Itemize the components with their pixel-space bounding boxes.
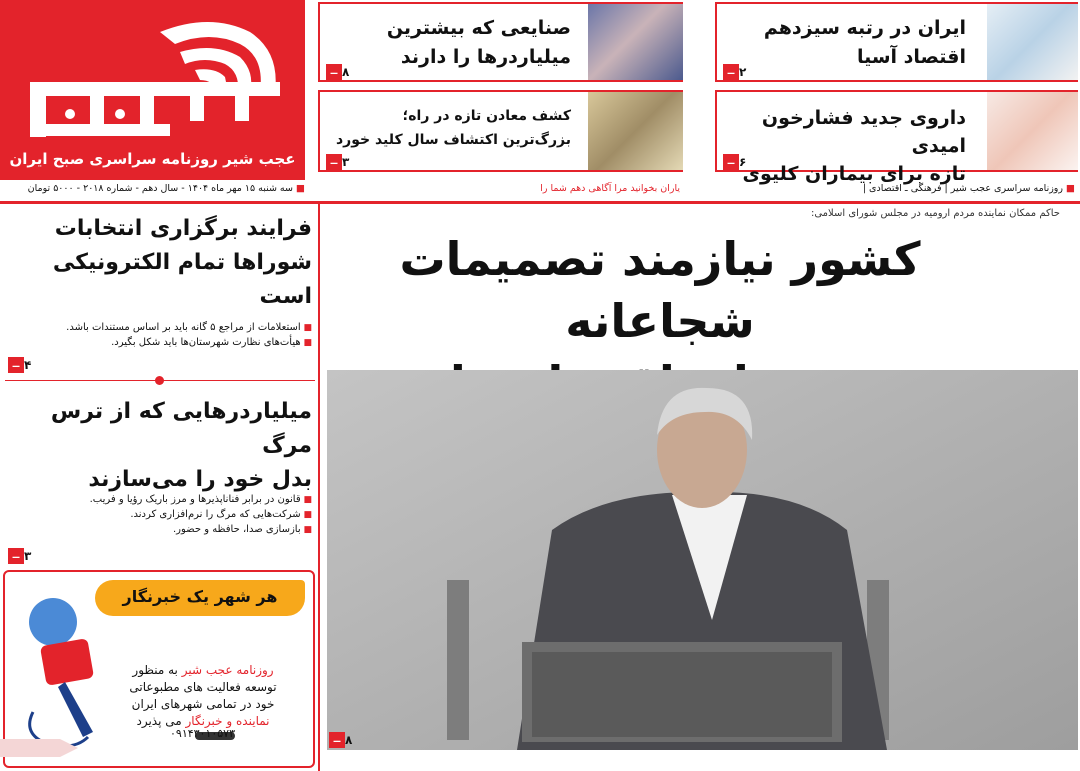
ad-body: روزنامه عجب شیر به منظور توسعه فعالیت های مطبوعاتی خود در تمامی شهرهای ایران نماینده و خبرنگار می پذیرد [129, 663, 277, 728]
slogan: یاران بخوانید مرا آگاهی دهم شما را [540, 183, 680, 194]
speaker-photo-icon [327, 370, 1078, 750]
page-badge: ــ ۶ [723, 154, 750, 170]
issue-info: ■ سه شنبه ۱۵ مهر ماه ۱۴۰۴ - سال دهم - شماره ۲۰۱۸ - ۵۰۰۰ تومان [27, 183, 305, 194]
page-badge: ــ ۴ [8, 357, 35, 373]
bullet-item: ■ استعلامات از مراجع ۵ گانه باید بر اساس مستندات باشد. [12, 322, 312, 333]
teaser-photo [987, 92, 1078, 170]
teaser-headline: میلیاردرها را دارند [400, 46, 571, 68]
masthead-subtitle: عجب شیر روزنامه سراسری صبح ایران [9, 150, 296, 168]
teaser-headline: بزرگ‌ترین اکتشاف سال کلید خورد [335, 132, 571, 148]
teaser-headline: اقتصاد آسیا [856, 46, 966, 68]
teaser-headline: ایران در رتبه سیزدهم [763, 17, 966, 39]
teaser-iran-asia-economy[interactable] [715, 2, 1078, 82]
bullet-item: ■ هیأت‌های نظارت شهرستان‌ها باید شکل بگیرد. [12, 337, 312, 348]
teaser-new-mines[interactable] [318, 90, 683, 172]
divider [0, 201, 1080, 204]
page-badge: ــ ۲ [723, 64, 750, 80]
page-badge: ــ ۳ [326, 154, 353, 170]
page-badge: ــ ۸ [329, 732, 356, 748]
side-story-headline[interactable]: میلیاردرهایی که از ترس مرگ بدل خود را می‌سازند [50, 399, 312, 492]
paper-description: ■ روزنامه سراسری عجب شیر | فرهنگی ـ اقتصادی | [862, 183, 1075, 194]
bullet-item: ■ بازسازی صدا، حافظه و حضور. [12, 524, 312, 535]
page-badge: ــ ۸ [326, 64, 353, 80]
column-divider [318, 204, 320, 771]
main-headline[interactable]: کشور نیازمند تصمیمات شجاعانه [399, 232, 921, 348]
side-story-bullets [12, 318, 312, 352]
teaser-headline: کشف معادن تازه در راه؛ [402, 108, 571, 124]
ad-banner-text: هر شهر یک خبرنگار [122, 587, 278, 606]
main-kicker: حاکم ممکان نماینده مردم ارومیه در مجلس شورای اسلامی: [810, 208, 1060, 219]
watermark-shape [0, 733, 90, 763]
page-badge: ــ ۳ [8, 548, 35, 564]
divider-dot [155, 376, 164, 385]
teaser-photo [588, 4, 683, 80]
lion-logo-icon [10, 12, 295, 147]
side-story-headline[interactable]: فرایند برگزاری انتخابات شوراها تمام الکترونیکی است [52, 216, 312, 309]
teaser-blood-pressure-drug[interactable] [715, 90, 1078, 185]
teaser-photo [987, 4, 1078, 80]
teaser-headline: داروی جدید فشارخون امیدی [761, 107, 966, 157]
main-photo [327, 370, 1078, 750]
teaser-billionaire-industries[interactable] [318, 2, 683, 82]
side-story-bullets [12, 490, 312, 539]
bullet-item: ■ شرکت‌هایی که مرگ را نرم‌افزاری کردند. [12, 509, 312, 520]
ad-phone[interactable]: ۰۹۱۴۳۰۱۰۵۷۳ [170, 727, 235, 740]
bullet-item: ■ قانون در برابر فناناپذیرها و مرز باریک رؤیا و فریب. [12, 494, 312, 505]
masthead [0, 0, 305, 180]
teaser-headline: تازه برای بیماران کلیوی [742, 163, 966, 185]
teaser-headline: صنایعی که بیشترین [386, 17, 571, 39]
teaser-photo [588, 92, 683, 170]
